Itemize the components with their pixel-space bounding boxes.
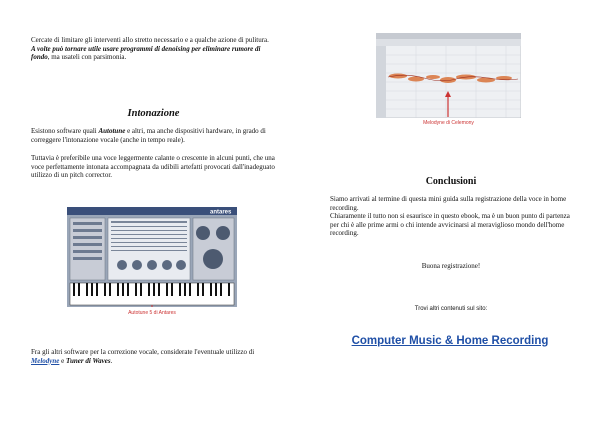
conclusion-line2: Chiaramente il tutto non si esaurisce in questo ebook, ma è un buon punto di partenza per chi è alle prime armi o chi intende avvicinarsi al meraviglioso mondo dell'home recording.	[330, 212, 570, 238]
melodyne-figure	[376, 33, 521, 118]
intro-bold: A volte può tornare utile usare programmi di denoising per eliminare rumore di fondo	[31, 44, 261, 62]
p1-start: Esistono software quali	[31, 127, 99, 135]
melodyne-link[interactable]: Melodyne	[31, 356, 60, 365]
melodyne-screenshot	[376, 33, 521, 118]
paragraph-conclusion	[330, 195, 572, 238]
p3-end: .	[110, 356, 113, 365]
p3-mid: e	[59, 356, 66, 365]
intro-tail: , ma usateli con parsimonia.	[47, 53, 127, 62]
autotune-bold: Autotune	[98, 127, 126, 135]
autotune-screenshot	[67, 207, 237, 307]
paragraph-other-software	[31, 348, 276, 365]
p3-start: Fra gli altri software per la correzione vocale, considerate l'eventuale utilizzo di	[31, 348, 255, 356]
autotune-caption: Autotune 5 di Antares	[128, 310, 176, 316]
autotune-figure	[67, 207, 237, 307]
brand-label: antares	[210, 209, 232, 216]
heading-intonazione: Intonazione	[127, 108, 180, 119]
paragraph-pitch	[31, 154, 276, 180]
p2-text: Tuttavia è preferibile una voce leggermente calante o crescente in alcuni punti, che una voce perfettamente intonata accompagnata da udibili artefatti provocati dall'inadeguato utilizzo di un pitch corrector.	[31, 154, 275, 180]
melodyne-caption: Melodyne di Celemony	[423, 120, 474, 126]
greeting: Buona registrazione!	[421, 262, 481, 270]
more-content-text: Trovi altri contenuti sul sito:	[414, 306, 488, 312]
conclusion-line1: Siamo arrivati al termine di questa mini guida sulla registrazione della voce in home recording.	[330, 195, 567, 212]
site-link[interactable]: Computer Music & Home Recording	[351, 335, 549, 347]
p1-end: e altri, ma anche dispositivi hardware, in grado di correggere l'intonazione vocale (anche in tempo reale).	[31, 127, 266, 144]
intro-text: Cercate di limitare gli interventi allo stretto necessario e a qualche azione di pulitura.	[31, 36, 269, 44]
paragraph-autotune	[31, 127, 276, 144]
tuner-bold: Tuner di Waves	[66, 356, 111, 365]
intro-paragraph	[31, 36, 276, 62]
heading-conclusioni: Conclusioni	[425, 176, 477, 187]
